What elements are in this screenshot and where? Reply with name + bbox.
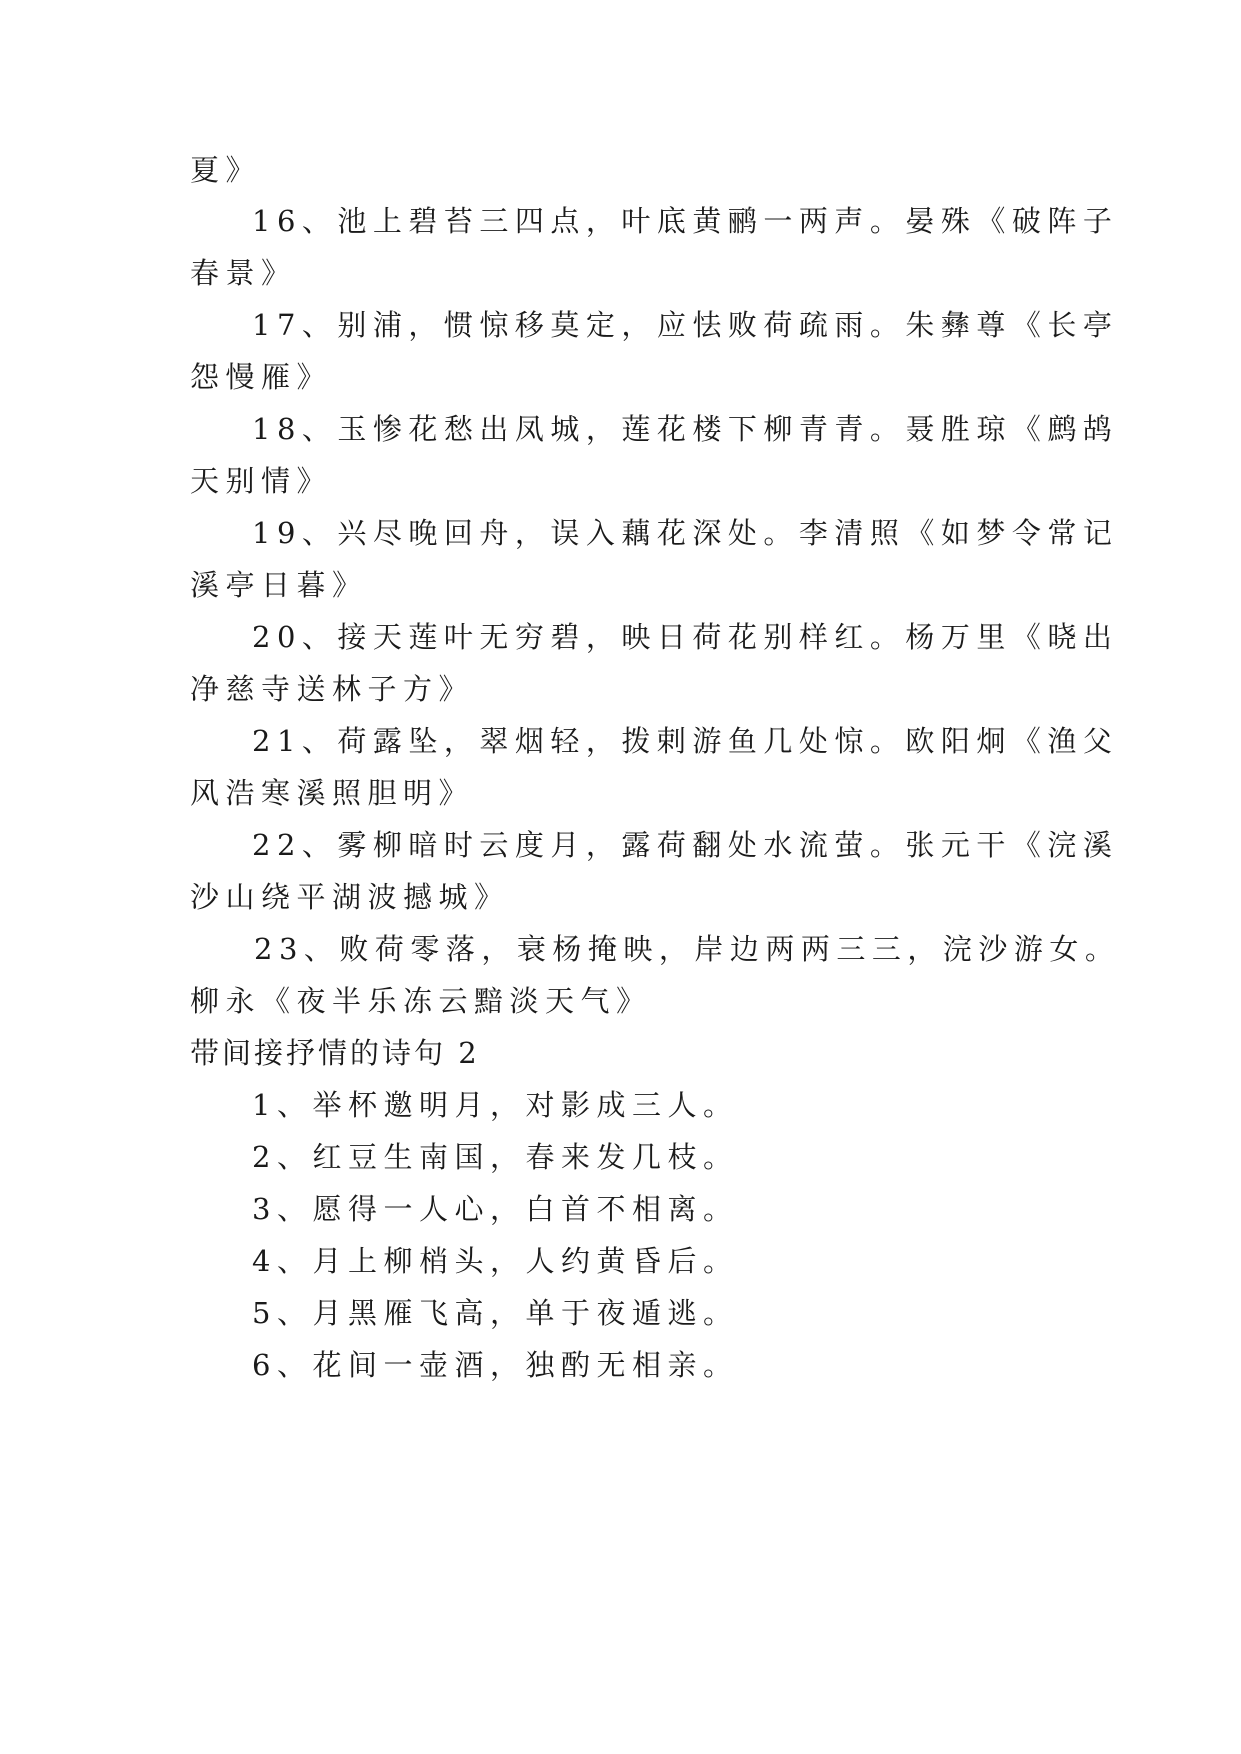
poem-entry-17-continued: 怨慢雁》	[190, 360, 333, 394]
poem-entry-19: 19、兴尽晚回舟，误入藕花深处。李清照《如梦令常记	[252, 516, 1119, 550]
text-line-continuation: 夏》	[190, 153, 262, 187]
poem-entry-21-continued: 风浩寒溪照胆明》	[190, 776, 475, 810]
poem-entry-18: 18、玉惨花愁出凤城，莲花楼下柳青青。聂胜琼《鹧鸪	[252, 412, 1119, 446]
poem-entry-16-continued: 春景》	[190, 256, 297, 290]
section-item-1: 1、举杯邀明月，对影成三人。	[252, 1088, 739, 1122]
section-item-6: 6、花间一壶酒，独酌无相亲。	[252, 1348, 739, 1382]
section-item-3: 3、愿得一人心，白首不相离。	[252, 1192, 739, 1226]
poem-entry-20-continued: 净慈寺送林子方》	[190, 672, 475, 706]
poem-entry-21: 21、荷露坠，翠烟轻，拨剌游鱼几处惊。欧阳炯《渔父	[252, 724, 1119, 758]
poem-entry-23: 23、败荷零落，衰杨掩映，岸边两两三三，浣沙游女。	[254, 932, 1121, 966]
section-item-5: 5、月黑雁飞高，单于夜遁逃。	[252, 1296, 739, 1330]
poem-entry-16: 16、池上碧苔三四点，叶底黄鹂一两声。晏殊《破阵子	[252, 204, 1119, 238]
poem-entry-17: 17、别浦，惯惊移莫定，应怯败荷疏雨。朱彝尊《长亭	[252, 308, 1119, 342]
poem-entry-22: 22、雾柳暗时云度月，露荷翻处水流萤。张元干《浣溪	[252, 828, 1119, 862]
poem-entry-20: 20、接天莲叶无穷碧，映日荷花别样红。杨万里《晓出	[252, 620, 1119, 654]
section-item-4: 4、月上柳梢头，人约黄昏后。	[252, 1244, 739, 1278]
poem-entry-19-continued: 溪亭日暮》	[190, 568, 368, 602]
section-item-2: 2、红豆生南国，春来发几枝。	[252, 1140, 739, 1174]
poem-entry-23-continued: 柳永《夜半乐冻云黯淡天气》	[190, 984, 652, 1018]
poem-entry-22-continued: 沙山绕平湖波撼城》	[190, 880, 510, 914]
section-title: 带间接抒情的诗句 2	[190, 1036, 480, 1070]
poem-entry-18-continued: 天别情》	[190, 464, 333, 498]
